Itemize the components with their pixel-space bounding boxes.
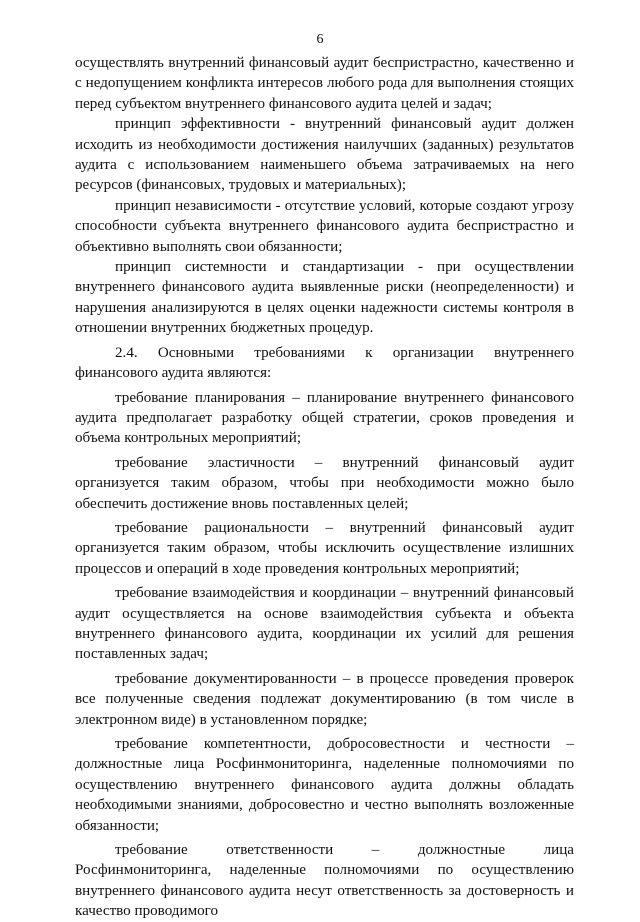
paragraph-continuation: осуществлять внутренний финансовый аудит беспристрастно, качественно и с недопущением конфликта интересов любого рода для выполнения стоящих перед субъектом внутреннего финансового аудита целей и задач; — [75, 55, 574, 112]
paragraph-principle-independence: принцип независимости - отсутствие условий, которые создают угрозу способности субъекта внутреннего финансового аудита беспристрастно и объективно выполнять свои обязанности; — [75, 197, 574, 255]
paragraph-principle-systematic: принцип системности и стандартизации - при осуществлении внутреннего финансового аудита выявленные риски (неопределенности) и нарушения анализируются в целях оценки надежности системы контроля в отношении внутренних бюджетных процедур. — [75, 259, 574, 337]
paragraph-requirement-documentation: требование документированности – в процессе проведения проверок все полученные сведения подлежат документированию (в том числе в электронном виде) в установленном порядке; — [75, 670, 574, 728]
paragraph-requirement-responsibility: требование ответственности – должностные лица Росфинмониторинга, наделенные полномочиями по осуществлению внутреннего финансового аудита несут ответственность за достоверность и качество проводимого — [75, 842, 574, 920]
page-number: 6 — [316, 32, 324, 47]
paragraph-requirement-competence: требование компетентности, добросовестности и честности – должностные лица Росфинмониторинга, наделенные полномочиями по осуществлению внутреннего финансового аудита должны обладать необходимыми знаниями, добросовестно и честно выполнять возложенные обязанности; — [75, 736, 574, 834]
paragraph-requirement-planning: требование планирования – планирование внутреннего финансового аудита предполагает разработку общей стратегии, сроков проведения и объема контрольных мероприятий; — [75, 389, 574, 447]
document-body — [75, 53, 574, 922]
paragraph-requirement-rationality: требование рациональности – внутренний финансовый аудит организуется таким образом, чтобы исключить осуществление излишних процессов и операций в ходе проведения контрольных мероприятий; — [75, 519, 574, 577]
paragraph-requirement-elasticity: требование эластичности – внутренний финансовый аудит организуется таким образом, чтобы при необходимости можно было обеспечить достижение вновь поставленных целей; — [75, 454, 574, 512]
paragraph-requirement-interaction: требование взаимодействия и координации – внутренний финансовый аудит осуществляется на основе взаимодействия субъекта и объекта внутреннего финансового аудита, координации их усилий для решения поставленных задач; — [75, 585, 574, 663]
paragraph-principle-efficiency: принцип эффективности - внутренний финансовый аудит должен исходить из необходимости достижения наилучших (заданных) результатов аудита с использованием наименьшего объема затрачиваемых на него ресурсов (финансовых, трудовых и материальных); — [75, 116, 574, 194]
paragraph-section-2-4: 2.4. Основными требованиями к организации внутреннего финансового аудита являются: — [75, 344, 574, 382]
